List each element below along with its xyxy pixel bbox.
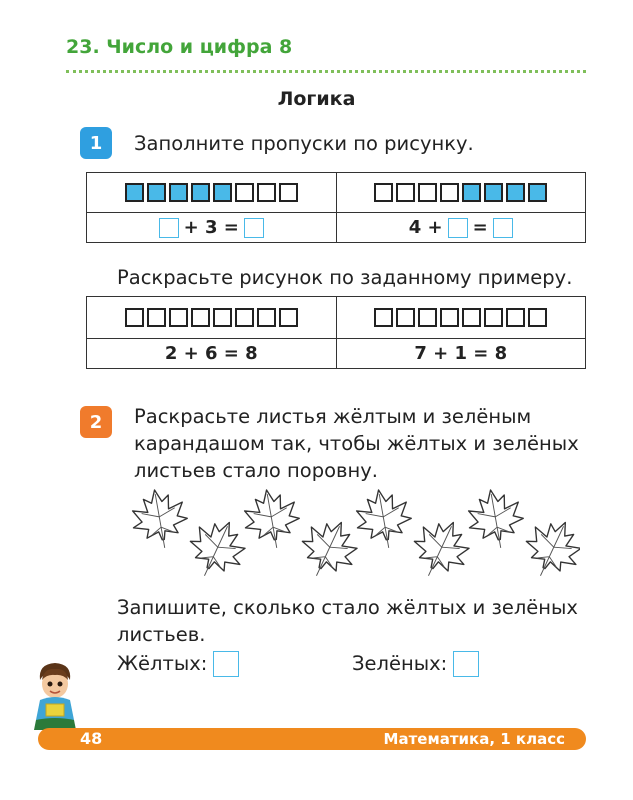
yellow-answer-box[interactable]	[213, 651, 239, 677]
dotted-divider	[66, 70, 586, 73]
empty-square[interactable]	[169, 308, 188, 327]
task1-instruction-2: Раскрасьте рисунок по заданному примеру.	[117, 266, 573, 289]
coloring-table	[86, 296, 586, 369]
maple-leaf[interactable]	[516, 511, 580, 587]
cell-row-left	[87, 183, 336, 202]
green-answer-box[interactable]	[453, 651, 479, 677]
filled-square	[125, 183, 144, 202]
maple-leaf[interactable]	[240, 485, 304, 552]
empty-square[interactable]	[235, 308, 254, 327]
instruction-line: карандашом так, чтобы жёлтых и зелёных	[134, 432, 579, 455]
question-line: листьев.	[117, 623, 206, 646]
equation-part: 4 +	[408, 217, 443, 238]
empty-square[interactable]	[396, 308, 415, 327]
cell-row-empty-right[interactable]	[337, 308, 586, 327]
answer-blank[interactable]	[244, 218, 264, 238]
example-right: 7 + 1 = 8	[414, 343, 508, 364]
cell-row-right	[337, 183, 586, 202]
maple-leaf[interactable]	[292, 511, 366, 587]
maple-leaf[interactable]	[130, 485, 192, 552]
empty-square[interactable]	[235, 183, 254, 202]
filled-square	[528, 183, 547, 202]
filled-square	[169, 183, 188, 202]
maple-leaf[interactable]	[464, 485, 528, 552]
filled-square	[462, 183, 481, 202]
task2-question	[117, 594, 578, 648]
maple-leaf[interactable]	[180, 511, 254, 587]
empty-square[interactable]	[279, 183, 298, 202]
yellow-count-group	[117, 650, 239, 677]
yellow-label: Жёлтых:	[117, 652, 208, 675]
empty-square[interactable]	[484, 308, 503, 327]
empty-square[interactable]	[506, 308, 525, 327]
answer-blank[interactable]	[159, 218, 179, 238]
task1-instruction: Заполните пропуски по рисунку.	[134, 132, 474, 155]
instruction-line: Раскрасьте листья жёлтым и зелёным	[134, 405, 532, 428]
boy-mascot-illustration	[30, 660, 80, 732]
leaves-row	[130, 485, 580, 590]
task-number-badge: 1	[80, 127, 112, 159]
instruction-line: листьев стало поровну.	[134, 459, 378, 482]
empty-square[interactable]	[418, 183, 437, 202]
empty-square[interactable]	[191, 308, 210, 327]
filled-square	[506, 183, 525, 202]
task-number-badge: 2	[80, 406, 112, 438]
empty-square[interactable]	[396, 183, 415, 202]
maple-leaf[interactable]	[352, 485, 416, 552]
filled-square	[191, 183, 210, 202]
filled-square	[147, 183, 166, 202]
answer-blank[interactable]	[493, 218, 513, 238]
equation-part: =	[472, 217, 488, 238]
cell-row-empty-left[interactable]	[87, 308, 336, 327]
filled-square	[484, 183, 503, 202]
empty-square[interactable]	[257, 183, 276, 202]
task2-instruction	[134, 403, 579, 484]
empty-square[interactable]	[440, 183, 459, 202]
maple-leaf[interactable]	[404, 511, 478, 587]
empty-square[interactable]	[213, 308, 232, 327]
empty-square[interactable]	[528, 308, 547, 327]
empty-square[interactable]	[147, 308, 166, 327]
empty-square[interactable]	[462, 308, 481, 327]
equation-part: + 3 =	[183, 217, 239, 238]
section-title: Логика	[277, 88, 356, 110]
subject-label: Математика, 1 класс	[383, 730, 565, 748]
answer-blank[interactable]	[448, 218, 468, 238]
green-count-group	[352, 650, 479, 677]
question-line: Запишите, сколько стало жёлтых и зелёных	[117, 596, 578, 619]
empty-square[interactable]	[374, 183, 393, 202]
lesson-title: 23. Число и цифра 8	[66, 36, 293, 58]
leaves-svg	[130, 485, 580, 590]
example-left: 2 + 6 = 8	[164, 343, 258, 364]
empty-square[interactable]	[440, 308, 459, 327]
empty-square[interactable]	[279, 308, 298, 327]
empty-square[interactable]	[418, 308, 437, 327]
empty-square[interactable]	[125, 308, 144, 327]
page-number: 48	[80, 729, 103, 748]
empty-square[interactable]	[374, 308, 393, 327]
counting-table	[86, 172, 586, 243]
empty-square[interactable]	[257, 308, 276, 327]
green-label: Зелёных:	[352, 652, 448, 675]
filled-square	[213, 183, 232, 202]
